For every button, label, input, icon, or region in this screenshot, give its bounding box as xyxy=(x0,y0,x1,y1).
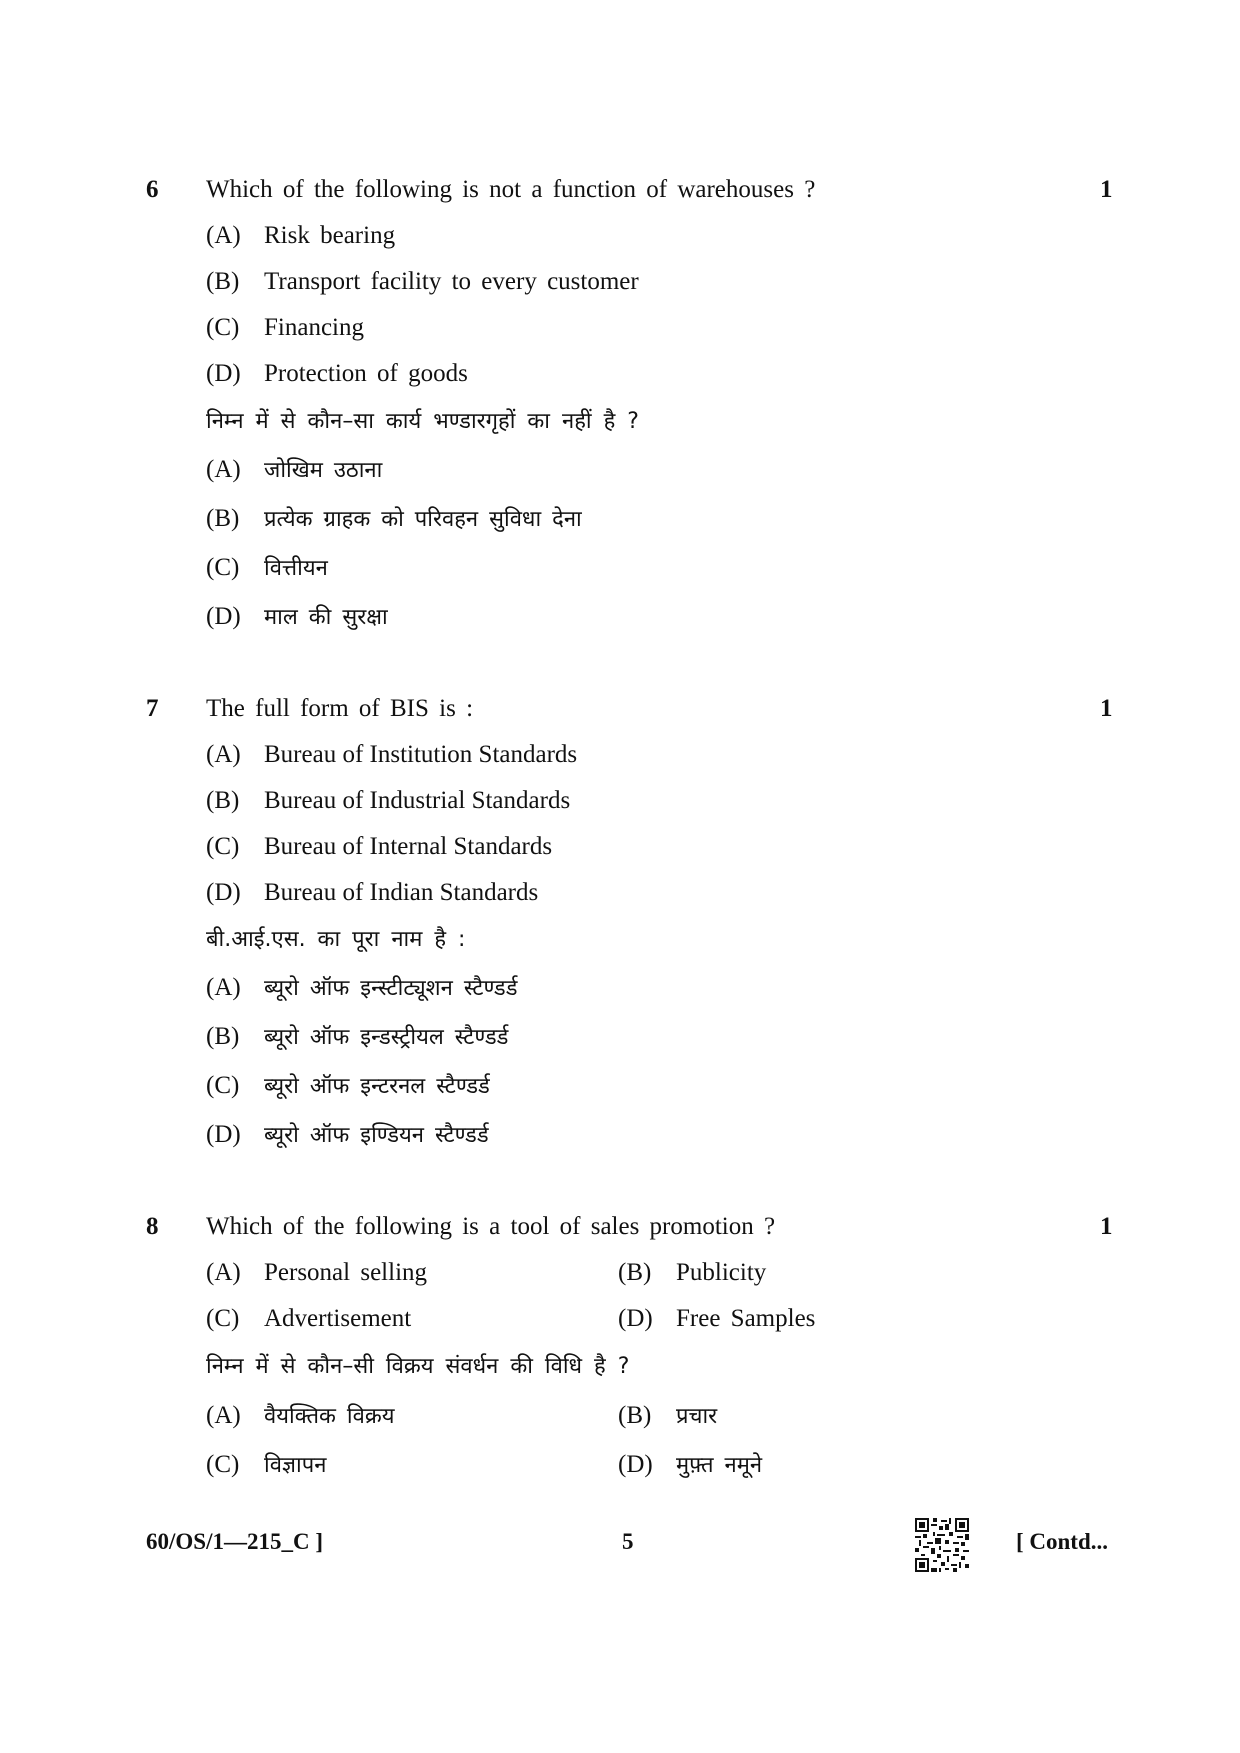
option-label: (D) xyxy=(206,1121,241,1148)
option-label: (D) xyxy=(206,603,241,630)
option-text: Risk bearing xyxy=(264,222,396,249)
option-text: प्रचार xyxy=(676,1404,718,1429)
option-text: Bureau of Institution Standards xyxy=(264,741,578,768)
option-text: ब्यूरो ऑफ इन्टरनल स्टैण्डर्ड xyxy=(264,1074,490,1099)
option-label: (A) xyxy=(206,1402,241,1429)
option-text: ब्यूरो ऑफ इन्स्टीट्यूशन स्टैण्डर्ड xyxy=(264,976,518,1001)
option-d-hindi xyxy=(206,601,388,634)
option-a-hindi xyxy=(206,972,517,1005)
option-label: (B) xyxy=(618,1259,652,1286)
question-text-hindi: निम्न में से कौन–सी विक्रय संवर्धन की विधि है ? xyxy=(206,1354,630,1379)
option-label: (A) xyxy=(206,1259,241,1286)
option-label: (B) xyxy=(206,268,240,295)
option-text: Financing xyxy=(264,314,364,341)
qr-code-icon xyxy=(915,1518,969,1572)
option-label: (B) xyxy=(206,787,240,814)
question-number: 7 xyxy=(146,695,159,722)
option-text: Free Samples xyxy=(676,1305,816,1332)
option-text: Bureau of Internal Standards xyxy=(264,833,553,860)
option-label: (D) xyxy=(206,360,241,387)
question-text-english: Which of the following is a tool of sales promotion ? xyxy=(206,1213,776,1240)
option-text: वित्तीयन xyxy=(264,556,328,581)
option-d-hindi xyxy=(618,1449,762,1482)
option-label: (C) xyxy=(206,1451,240,1478)
option-a-hindi xyxy=(206,1400,395,1433)
option-d-english xyxy=(618,1303,815,1335)
question-number: 6 xyxy=(146,176,159,203)
option-b-english xyxy=(206,785,570,817)
option-a-english xyxy=(206,739,577,771)
option-label: (C) xyxy=(206,833,240,860)
option-b-hindi xyxy=(206,503,582,536)
option-label: (D) xyxy=(618,1305,653,1332)
option-c-english xyxy=(206,1303,411,1335)
option-d-hindi xyxy=(206,1119,489,1152)
option-text: प्रत्येक ग्राहक को परिवहन सुविधा देना xyxy=(264,507,582,532)
option-text: Transport facility to every customer xyxy=(264,268,639,295)
option-a-hindi xyxy=(206,454,382,487)
page-number: 5 xyxy=(622,1529,634,1554)
option-label: (D) xyxy=(206,879,241,906)
option-label: (C) xyxy=(206,1072,240,1099)
option-text: ब्यूरो ऑफ इन्डस्ट्रीयल स्टैण्डर्ड xyxy=(264,1025,509,1050)
option-label: (A) xyxy=(206,974,241,1001)
option-b-english xyxy=(206,266,639,298)
question-marks: 1 xyxy=(1100,695,1113,722)
option-text: Protection of goods xyxy=(264,360,468,387)
option-b-english xyxy=(618,1257,766,1289)
page-footer xyxy=(0,1524,1240,1564)
option-text: Publicity xyxy=(676,1259,767,1286)
option-text: जोखिम उठाना xyxy=(264,458,383,483)
option-label: (B) xyxy=(618,1402,652,1429)
option-text: Personal selling xyxy=(264,1259,428,1286)
option-c-english xyxy=(206,831,552,863)
option-c-hindi xyxy=(206,552,328,585)
option-c-hindi xyxy=(206,1070,490,1103)
continued-marker: [ Contd... xyxy=(1016,1529,1109,1554)
option-d-english xyxy=(206,358,468,390)
option-text: Advertisement xyxy=(264,1305,412,1332)
option-label: (C) xyxy=(206,1305,240,1332)
question-text-english: The full form of BIS is : xyxy=(206,695,474,722)
option-d-english xyxy=(206,877,538,909)
question-text-hindi: निम्न में से कौन–सा कार्य भण्डारगृहों का नहीं है ? xyxy=(206,409,639,434)
option-label: (C) xyxy=(206,314,240,341)
option-label: (A) xyxy=(206,456,241,483)
option-a-english xyxy=(206,1257,427,1289)
option-label: (B) xyxy=(206,505,240,532)
option-c-hindi xyxy=(206,1449,326,1482)
option-text: मुफ़्त नमूने xyxy=(676,1453,763,1478)
question-text-hindi: बी.आई.एस. का पूरा नाम है : xyxy=(206,927,466,952)
question-marks: 1 xyxy=(1100,176,1113,203)
option-b-hindi xyxy=(618,1400,717,1433)
option-text: ब्यूरो ऑफ इण्डियन स्टैण्डर्ड xyxy=(264,1123,489,1148)
option-label: (A) xyxy=(206,741,241,768)
paper-code: 60/OS/1—215_C ] xyxy=(146,1529,323,1554)
option-text: Bureau of Industrial Standards xyxy=(264,787,571,814)
option-text: विज्ञापन xyxy=(264,1453,327,1478)
option-a-english xyxy=(206,220,395,252)
option-label: (D) xyxy=(618,1451,653,1478)
option-c-english xyxy=(206,312,364,344)
option-text: माल की सुरक्षा xyxy=(264,605,388,630)
option-b-hindi xyxy=(206,1021,508,1054)
option-label: (C) xyxy=(206,554,240,581)
option-label: (A) xyxy=(206,222,241,249)
option-text: वैयक्तिक विक्रय xyxy=(264,1404,395,1429)
question-number: 8 xyxy=(146,1213,159,1240)
question-marks: 1 xyxy=(1100,1213,1113,1240)
option-text: Bureau of Indian Standards xyxy=(264,879,539,906)
question-text-english: Which of the following is not a function of warehouses ? xyxy=(206,176,816,203)
option-label: (B) xyxy=(206,1023,240,1050)
